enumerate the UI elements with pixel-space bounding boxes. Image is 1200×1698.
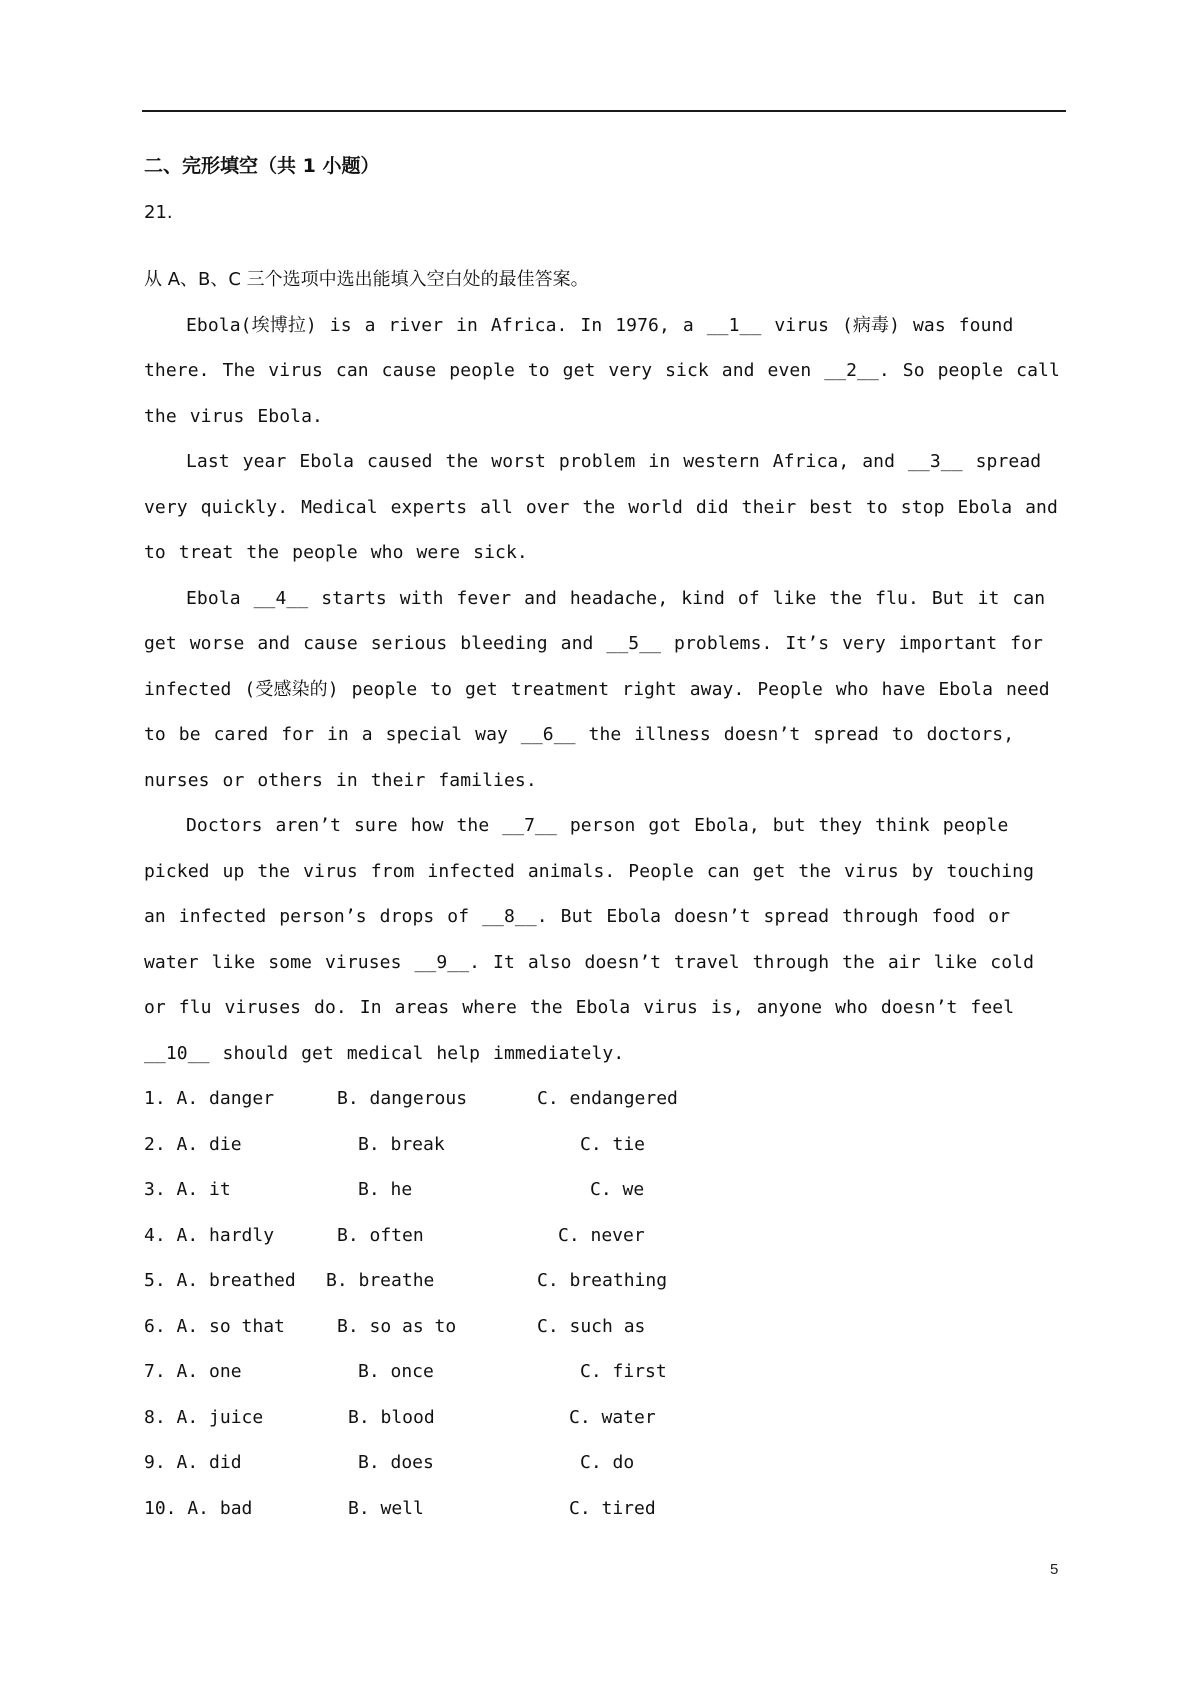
option-a: 5. A. breathed [144, 1270, 296, 1291]
option-a: 7. A. one [144, 1361, 242, 1382]
option-c: C. first [580, 1361, 667, 1382]
option-row [144, 1122, 1064, 1168]
option-a: 2. A. die [144, 1133, 242, 1155]
option-row [144, 1213, 1064, 1259]
option-b: B. often [337, 1224, 424, 1246]
header-rule [142, 110, 1066, 112]
option-a: 3. A. it [144, 1179, 231, 1200]
option-row [144, 1258, 1064, 1304]
option-row [144, 1076, 1064, 1122]
passage-paragraph: Last year Ebola caused the worst problem in western Africa, and __3__ spread very quickly. Medical experts all over the world did their best to stop Ebola and to treat the people who were sick. [144, 451, 1058, 563]
option-c: C. endangered [537, 1088, 678, 1109]
option-b: B. does [358, 1452, 434, 1473]
option-a: 8. A. juice [144, 1406, 264, 1428]
passage-paragraph: Ebola __4__ starts with fever and headache, kind of like the flu. But it can get worse and cause serious bleeding and __5__ problems. It’s very important for infected (受感染的) people to get treatment right away. People who have Ebola need to be cared for in a special way __6__ the illness doesn’t spread to doctors, nurses or others in their families. [144, 587, 1050, 791]
option-c: C. water [569, 1406, 656, 1428]
option-a: 10. A. bad [144, 1497, 253, 1519]
option-a: 4. A. hardly [144, 1224, 275, 1246]
question-number: 21. [144, 201, 173, 223]
option-c: C. do [580, 1452, 635, 1473]
option-b: B. blood [348, 1406, 435, 1428]
option-c: C. breathing [537, 1270, 668, 1291]
option-c: C. never [558, 1224, 645, 1246]
cloze-section [144, 144, 1064, 1531]
option-row [144, 1486, 1064, 1532]
option-a: 9. A. did [144, 1452, 242, 1473]
option-b: B. breathe [326, 1270, 435, 1291]
section-title: 二、完形填空（共 1 小题） [144, 155, 380, 177]
instruction: 从 A、B、C 三个选项中选出能填入空白处的最佳答案。 [144, 269, 589, 290]
passage-paragraph: Doctors aren’t sure how the __7__ person got Ebola, but they think people picked up the virus from infected animals. People can get the virus by touching an infected person’s drops of __8__. But Ebola doesn’t spread through food or water like some viruses __9__. It also doesn’t travel through the air like cold or flu viruses do. In areas where the Ebola virus is, anyone who doesn’t feel __10__ should get medical help immediately. [144, 815, 1035, 1064]
option-c: C. tie [580, 1133, 646, 1155]
option-c: C. tired [569, 1497, 656, 1519]
option-c: C. we [590, 1179, 645, 1200]
page-number: 5 [1050, 1561, 1059, 1578]
option-b: B. so as to [337, 1315, 457, 1337]
option-c: C. such as [537, 1315, 646, 1337]
option-row [144, 1167, 1064, 1213]
option-row [144, 1395, 1064, 1441]
option-b: B. once [358, 1361, 434, 1382]
option-row [144, 1440, 1064, 1486]
option-b: B. he [358, 1179, 413, 1200]
passage-paragraph: Ebola(埃博拉) is a river in Africa. In 1976, a __1__ virus (病毒) was found there. The virus can cause people to get very sick and even __2__. So people call the virus Ebola. [144, 314, 1060, 427]
option-b: B. well [348, 1497, 424, 1519]
option-a: 1. A. danger [144, 1088, 275, 1109]
option-row [144, 1304, 1064, 1350]
option-b: B. dangerous [337, 1088, 468, 1109]
option-row [144, 1349, 1064, 1395]
option-b: B. break [358, 1133, 445, 1155]
option-a: 6. A. so that [144, 1315, 285, 1337]
